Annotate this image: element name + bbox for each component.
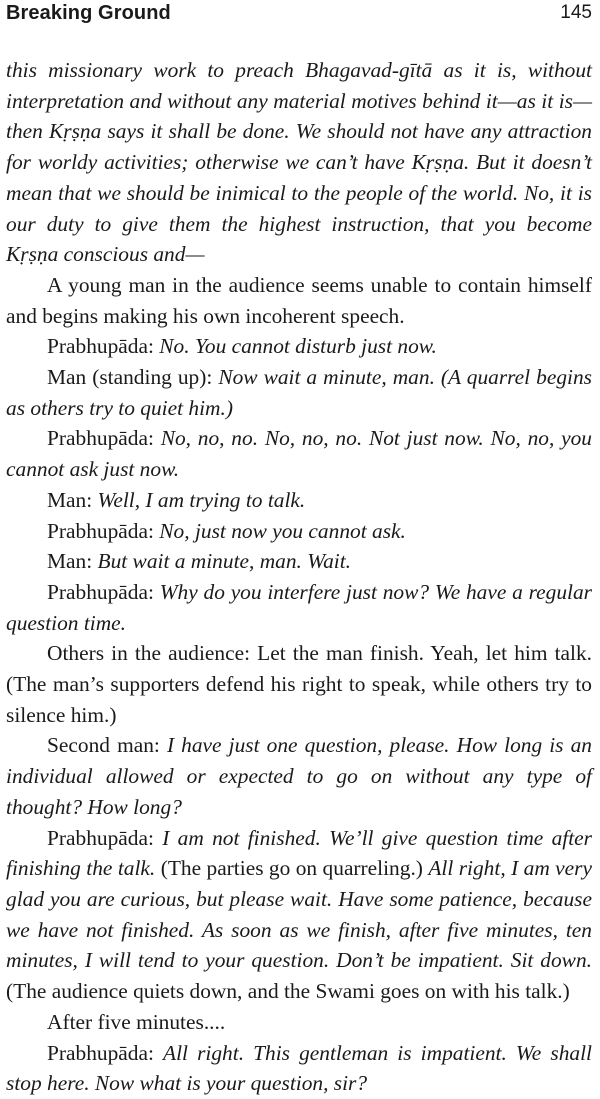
text-run: Prabhupāda: [47, 1040, 164, 1065]
paragraph [6, 1038, 592, 1099]
italic-text-run: All right, I am very glad you are curious, but please wait. Have some patience, because we have not finished. As soon as we finish, after five minutes, ten minutes, I will tend to your question. Don’t be impatient. Sit down. [6, 856, 592, 973]
paragraph [6, 577, 592, 638]
body-text [6, 55, 592, 1099]
italic-text-run: No, just now you cannot ask. [159, 518, 406, 543]
italic-text-run: But wait a minute, man. Wait. [97, 549, 352, 574]
text-run: Prabhupāda: [47, 579, 160, 604]
text-run: Prabhupāda: [47, 426, 161, 451]
paragraph [6, 485, 592, 516]
text-run: Man (standing up): [47, 365, 219, 390]
page-number: 145 [560, 2, 592, 23]
text-run: Prabhupāda: [47, 825, 163, 850]
text-run: Others in the audience: Let the man finish. Yeah, let him talk. (The man’s supporters defend his right to speak, while others try to silence him.) [6, 641, 592, 727]
running-head [6, 2, 592, 32]
italic-text-run: I am not finished. We’ll give question time after finishing the talk. [6, 825, 592, 881]
paragraph [6, 730, 592, 822]
text-run: (The audience quiets down, and the Swami goes on with his talk.) [6, 979, 570, 1004]
italic-text-run: I have just one question, please. How long is an individual allowed or expected to go on without any type of thought? How long? [6, 733, 592, 819]
italic-text-run: Now wait a minute, man. (A quarrel begins as others try to quiet him.) [6, 365, 592, 420]
text-run: Prabhupāda: [47, 518, 160, 543]
text-run: A young man in the audience seems unable to contain himself and begins making his own incoherent speech. [6, 272, 592, 328]
paragraph [6, 1007, 592, 1038]
paragraph [6, 270, 592, 331]
italic-text-run: Well, I am trying to talk. [97, 487, 306, 512]
italic-text-run: Why do you interfere just now? We have a regular question time. [6, 579, 592, 635]
running-title: Breaking Ground [6, 2, 171, 24]
paragraph [6, 516, 592, 547]
paragraph [6, 423, 592, 484]
italic-text-run: All right. This gentleman is impatient. We shall stop here. Now what is your question, sir? [6, 1040, 592, 1096]
italic-text-run: No, no, no. No, no, no. Not just now. No, no, you cannot ask just now. [6, 426, 592, 482]
italic-text-run: No. You cannot disturb just now. [159, 334, 437, 359]
paragraph [6, 638, 592, 730]
italic-text-run: this missionary work to preach Bhagavad-gītā as it is, without interpretation and without any material motives behind it—as it is—then Kṛṣṇa says it shall be done. We should not have any attraction for worldy activities; otherwise we can’t have Kṛṣṇa. But it doesn’t mean that we should be inimical to the people of the world. No, it is our duty to give them the highest instruction, that you become Kṛṣṇa conscious and— [6, 58, 592, 267]
text-run: Man: [47, 487, 98, 512]
paragraph [6, 55, 592, 270]
text-run: After five minutes.... [47, 1009, 226, 1034]
text-run: (The parties go on quarreling.) [155, 856, 429, 881]
text-run: Man: [47, 549, 98, 574]
text-run: Prabhupāda: [47, 334, 160, 359]
paragraph [6, 546, 592, 577]
paragraph [6, 823, 592, 1007]
paragraph [6, 362, 592, 423]
text-run: Second man: [47, 733, 167, 758]
paragraph [6, 331, 592, 362]
